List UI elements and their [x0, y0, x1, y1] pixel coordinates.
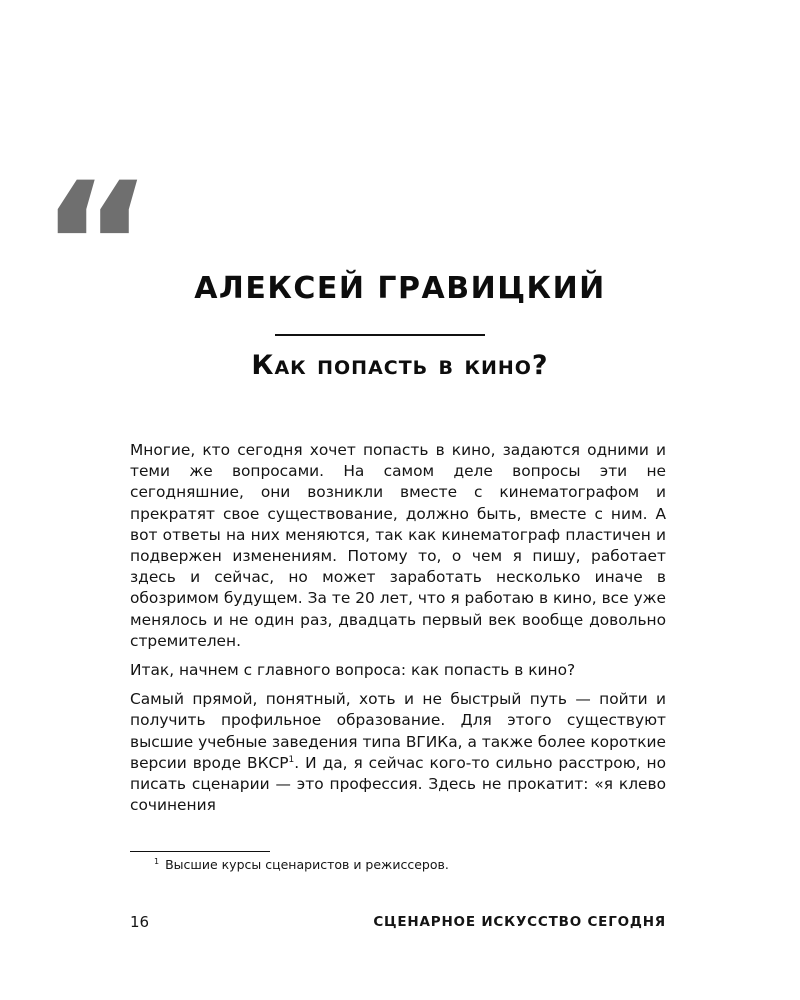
- chapter-title: Как попасть в кино?: [251, 350, 549, 381]
- footnote: [154, 857, 449, 872]
- paragraph-3-part-1: Самый прямой, понятный, хоть и не быстрый путь — пойти и получить профильное образование. Для этого существуют высшие учебные заведения типа ВГИКа, а также более короткие версии вроде ВКСР: [130, 690, 666, 772]
- page-number: 16: [130, 913, 150, 931]
- paragraph-2: Итак, начнем с главного вопроса: как попасть в кино?: [130, 661, 576, 680]
- body-text: [130, 440, 666, 824]
- footnote-text: Высшие курсы сценаристов и режиссеров.: [165, 857, 449, 873]
- paragraph-3-part-2: . И да, я сейчас кого-то сильно расстрою, но писать сценарии — это профессия. Здесь не прокатит: «я клево сочинения: [130, 753, 666, 815]
- footnote-reference[interactable]: 1: [288, 754, 295, 765]
- paragraph-1: Многие, кто сегодня хочет попасть в кино, задаются одними и теми же вопросами. На самом деле вопросы эти не сегодняшние, они возникли вместе с кинематографом и прекратят свое существование, должно быть, вместе с ним. А вот ответы на них меняются, так как кинематограф пластичен и подвержен изменениям. Потому то, о чем я пишу, работает здесь и сейчас, но может заработать несколько иначе в обозримом будущем. За те 20 лет, что я работаю в кино, все уже менялось и не один раз, двадцать первый век вообще довольно стремителен.: [130, 441, 666, 650]
- title-divider: [275, 334, 485, 336]
- running-title: СЦЕНАРНОЕ ИСКУССТВО СЕГОДНЯ: [373, 914, 666, 930]
- paragraph-3: [130, 689, 666, 816]
- quote-mark-icon: “: [40, 145, 144, 346]
- footnote-number: 1: [154, 857, 160, 866]
- footnote-divider: [130, 851, 270, 852]
- author-name: АЛЕКСЕЙ ГРАВИЦКИЙ: [194, 271, 606, 306]
